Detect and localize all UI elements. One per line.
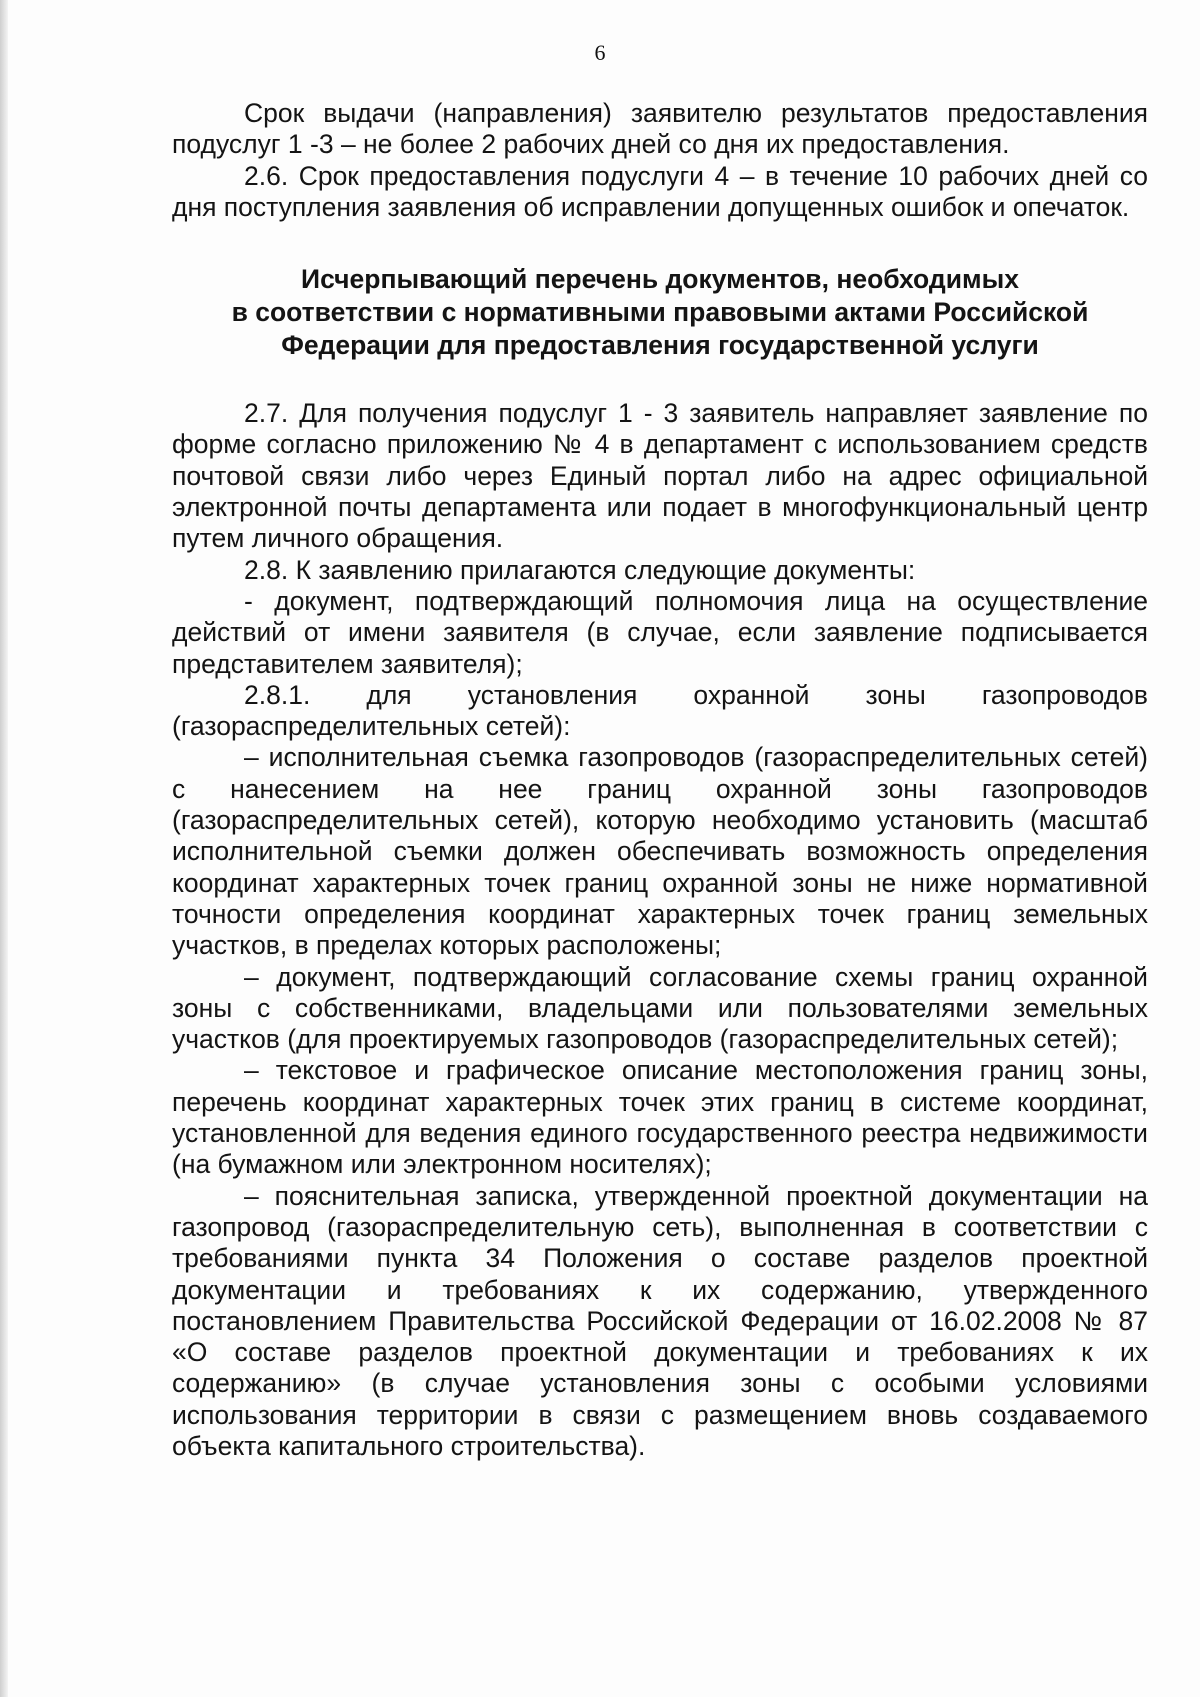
paragraph-2-6: 2.6. Срок предоставления подуслуги 4 – в течение 10 рабочих дней со дня поступления заявления об исправлении допущенных ошибок и опечаток. [172,160,1148,222]
section-heading-line-1: Исчерпывающий перечень документов, необходимых [301,264,1019,295]
section-heading-line-3: Федерации для предоставления государственной услуги [281,330,1039,361]
paragraph-deadline-1-3: Срок выдачи (направления) заявителю результатов предоставления подуслуг 1 -3 – не более 2 рабочих дней со дня их предоставления. [172,98,1148,160]
paragraph-2-8-1: 2.8.1. для установления охранной зоны газопроводов (газораспределительных сетей): [172,679,1148,742]
section-heading [172,263,1148,362]
scan-edge-shadow [0,0,8,1697]
list-item-explanatory-note: – пояснительная записка, утвержденной проектной документации на газопровод (газораспределительную сеть), выполненная в соответствии с требованиями пункта 34 Положения о составе разделов проектной документации и требованиях к их содержанию, утвержденного постановлением Правительства Российской Федерации от 16.02.2008 № 87 «О составе разделов проектной документации и требованиях к их содержанию» (в случае установления зоны с особыми условиями использования территории в связи с размещением вновь создаваемого объекта капитального строительства). [172,1180,1148,1461]
document-body [172,98,1148,1462]
page-number: 6 [594,40,606,65]
paragraph-2-8: 2.8. К заявлению прилагаются следующие документы: [244,554,916,585]
list-item-executive-survey: – исполнительная съемка газопроводов (газораспределительных сетей) с нанесением на нее границ охранной зоны газопроводов (газораспределительных сетей), которую необходимо установить (масштаб исполнительной съемки должен обеспечивать возможность определения координат характерных точек границ охранной зоны не ниже нормативной точности определения координат характерных точек границ земельных участков, в пределах которых расположены; [172,742,1148,961]
paragraph-2-7: 2.7. Для получения подуслуг 1 - 3 заявитель направляет заявление по форме согласно приложению № 4 в департамент с использованием средств почтовой связи либо через Единый портал либо на адрес официальной электронной почты департамента или подает в многофункциональный центр путем личного обращения. [172,398,1148,554]
section-heading-line-2: в соответствии с нормативными правовыми актами Российской [231,297,1089,328]
list-item-approval-document: – документ, подтверждающий согласование схемы границ охранной зоны с собственниками, владельцами или пользователями земельных участков (для проектируемых газопроводов (газораспределительных сетей); [172,961,1148,1055]
list-item-boundary-description: – текстовое и графическое описание местоположения границ зоны, перечень координат характерных точек этих границ в системе координат, установленной для ведения единого государственного реестра недвижимости (на бумажном или электронном носителях); [172,1055,1148,1180]
list-item-authority-document: - документ, подтверждающий полномочия лица на осуществление действий от имени заявителя (в случае, если заявление подписывается представителем заявителя); [172,585,1148,679]
